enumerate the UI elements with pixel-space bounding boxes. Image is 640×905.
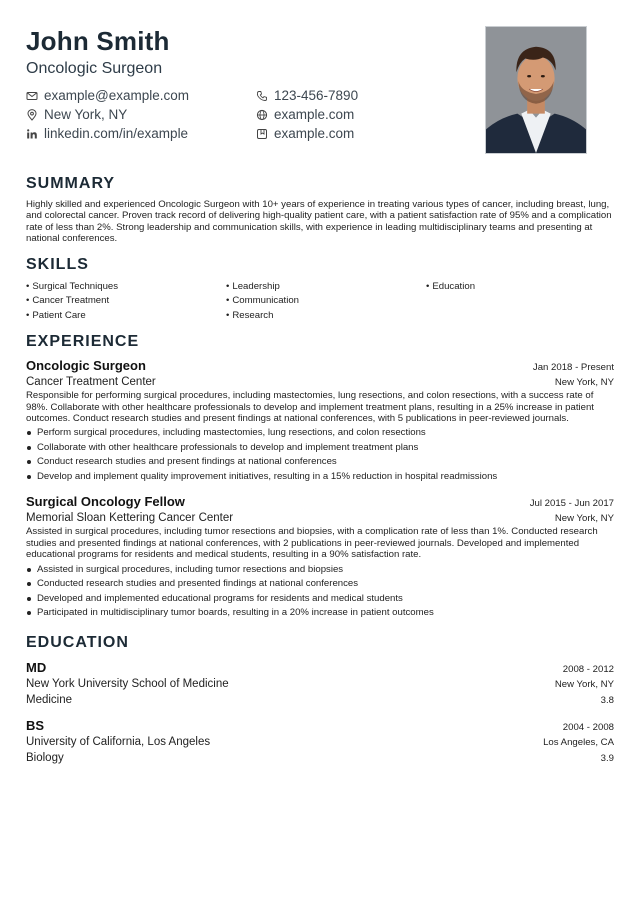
job-title: Surgical Oncology Fellow [26, 494, 185, 510]
job-bullet: Conducted research studies and presented findings at national conferences [26, 577, 614, 592]
job-bullet: Develop and implement quality improvement initiatives, resulting in a 15% reduction in hospital readmissions [26, 470, 614, 485]
portfolio-icon [256, 128, 268, 140]
location-pin-icon [26, 109, 38, 121]
job-company: Memorial Sloan Kettering Cancer Center [26, 512, 234, 525]
job-bullet: Assisted in surgical procedures, including tumor resections and biopsies [26, 563, 614, 578]
summary-section [26, 174, 614, 245]
job-bullet: Developed and implemented educational programs for residents and medical students [26, 592, 614, 607]
contact-website[interactable] [256, 107, 466, 123]
skill-cell-empty [426, 294, 614, 308]
school-name: New York University School of Medicine [26, 677, 229, 690]
job-entry [26, 493, 614, 620]
education-heading: EDUCATION [26, 633, 129, 651]
education-dates: 2004 - 2008 [562, 721, 614, 733]
education-entry [26, 659, 614, 708]
skills-heading: SKILLS [26, 255, 89, 273]
job-entry [26, 357, 614, 484]
contact-portfolio-text: example.com [274, 126, 355, 141]
degree: MD [26, 659, 47, 675]
job-bullets [26, 563, 614, 621]
job-bullet: Collaborate with other healthcare professionals to develop and implement treatment plans [26, 441, 614, 456]
job-title: Oncologic Surgeon [26, 358, 146, 374]
skill-item: • Education [426, 280, 614, 294]
education-dates: 2008 - 2012 [562, 663, 614, 675]
field-of-study: Medicine [26, 693, 73, 706]
job-bullets [26, 426, 614, 484]
skill-item: • Surgical Techniques [26, 280, 226, 294]
contact-linkedin-text: linkedin.com/in/example [44, 126, 189, 141]
contact-portfolio[interactable] [256, 126, 466, 142]
mail-icon [26, 90, 38, 102]
job-description: Assisted in surgical procedures, including tumor resections and biopsies, with a complication rate of less than 1%. Conducted research studies and presented findings at national conferences, with 2 publications in peer-reviewed journals. Developed and implemented educational programs for residents and medical students, resulting in a 90% satisfaction rate. [26, 526, 598, 561]
degree: BS [26, 717, 45, 733]
candidate-name: John Smith [26, 26, 170, 56]
job-location: New York, NY [554, 513, 614, 525]
phone-icon [256, 90, 268, 102]
contact-linkedin[interactable] [26, 126, 256, 142]
experience-heading: EXPERIENCE [26, 333, 140, 351]
job-location: New York, NY [554, 377, 614, 389]
contact-phone-text: 123-456-7890 [274, 88, 359, 103]
job-bullet: Conduct research studies and present findings at national conferences [26, 455, 614, 470]
skill-item: • Communication [226, 294, 426, 308]
contact-location-text: New York, NY [44, 107, 128, 122]
globe-icon [256, 109, 268, 121]
skills-list [26, 280, 614, 323]
school-location: Los Angeles, CA [543, 736, 614, 748]
school-name: University of California, Los Angeles [26, 735, 211, 748]
summary-text: Highly skilled and experienced Oncologic Surgeon with 10+ years of experience in treating various types of cancer, including breast, lung, and colorectal cancer. Proven track record of delivering high-quality patient care, with a patient satisfaction rate of 95% and a complication rate of less than 2%. Strong leadership and communication skills, with experience in leading multidisciplinary teams and presenting at national conferences. [26, 199, 612, 245]
experience-section [26, 332, 614, 620]
skill-item: • Cancer Treatment [26, 294, 226, 308]
job-company: Cancer Treatment Center [26, 376, 156, 389]
profile-photo [485, 26, 587, 154]
gpa: 3.9 [600, 752, 614, 764]
job-bullet: Participated in multidisciplinary tumor boards, resulting in a 20% increase in patient outcomes [26, 606, 614, 621]
school-location: New York, NY [554, 678, 614, 690]
job-description: Responsible for performing surgical procedures, including mastectomies, lung resections, and colon resections, with a success rate of 98%. Collaborate with other healthcare professionals to develop and implement treatment plans, resulting in a 25% increase in patient outcomes. Conduct research studies and present findings at national conferences, with 5 publications in peer-reviewed journals. [26, 390, 594, 424]
skills-section [26, 255, 614, 323]
job-bullet: Perform surgical procedures, including mastectomies, lung resections, and colon resections [26, 426, 614, 441]
gpa: 3.8 [600, 694, 614, 706]
education-entry [26, 717, 614, 766]
contact-email[interactable] [26, 88, 256, 104]
contact-location [26, 107, 256, 123]
contact-list [26, 88, 466, 142]
resume-header [26, 26, 614, 166]
education-section [26, 633, 614, 766]
summary-heading: SUMMARY [26, 175, 116, 192]
field-of-study: Biology [26, 751, 64, 764]
linkedin-icon [26, 128, 38, 140]
skill-item: • Research [226, 309, 426, 323]
skill-item: • Patient Care [26, 309, 226, 323]
candidate-title: Oncologic Surgeon [26, 60, 163, 77]
job-dates: Jul 2015 - Jun 2017 [529, 498, 614, 510]
contact-phone[interactable] [256, 88, 466, 104]
job-dates: Jan 2018 - Present [532, 362, 614, 374]
skill-item: • Leadership [226, 280, 426, 294]
contact-email-text: example@example.com [44, 88, 190, 103]
contact-website-text: example.com [274, 107, 355, 122]
